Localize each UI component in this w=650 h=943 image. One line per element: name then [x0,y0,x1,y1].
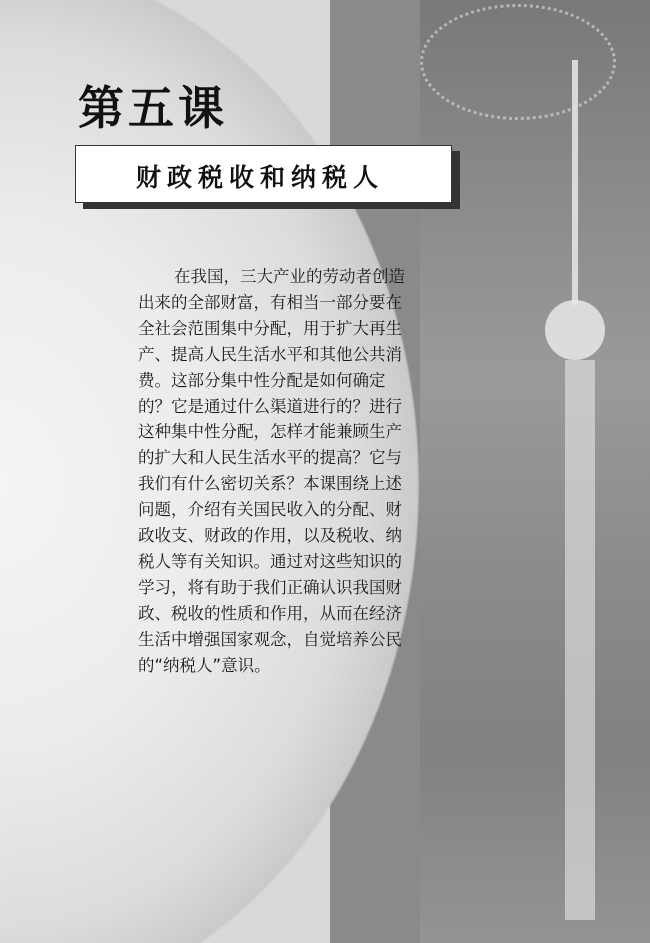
text-line: 产、提高人民生活水平和其他公共消 [138,344,402,364]
text-line: 税人等有关知识。通过对这些知识的 [138,551,402,571]
intro-paragraph [138,264,403,679]
text-line: 学习，将有助于我们正确认识我国财 [138,577,402,597]
lesson-title: 财政税收和纳税人 [136,163,385,192]
text-line: 政收支、财政的作用，以及税收、纳 [138,526,402,546]
text-line: 的“纳税人”意识。 [138,655,271,675]
text-line: 政、税收的性质和作用，从而在经济 [138,603,402,623]
tower-sphere-decoration [545,300,605,360]
ceiling-ring-decoration [420,4,616,120]
text-line: 生活中增强国家观念，自觉培养公民 [138,629,402,649]
tower-base-decoration [565,360,595,920]
text-line: 问题，介绍有关国民收入的分配、财 [138,500,402,520]
lesson-number: 第五课 [78,81,228,135]
background-city-photo [420,0,650,943]
lesson-title-box [75,145,452,203]
tower-spire-decoration [572,60,578,305]
text-line: 费。这部分集中性分配是如何确定 [138,370,386,390]
text-line: 的扩大和人民生活水平的提高？它与 [138,448,402,468]
text-line: 出来的全部财富，有相当一部分要在 [138,292,402,312]
text-line: 在我国，三大产业的劳动者创造 [174,267,405,286]
text-line: 我们有什么密切关系？本课围绕上述 [138,474,402,494]
text-line: 全社会范围集中分配，用于扩大再生 [138,318,402,338]
text-line: 的？它是通过什么渠道进行的？进行 [138,396,402,416]
text-line: 这种集中性分配，怎样才能兼顾生产 [138,422,402,442]
